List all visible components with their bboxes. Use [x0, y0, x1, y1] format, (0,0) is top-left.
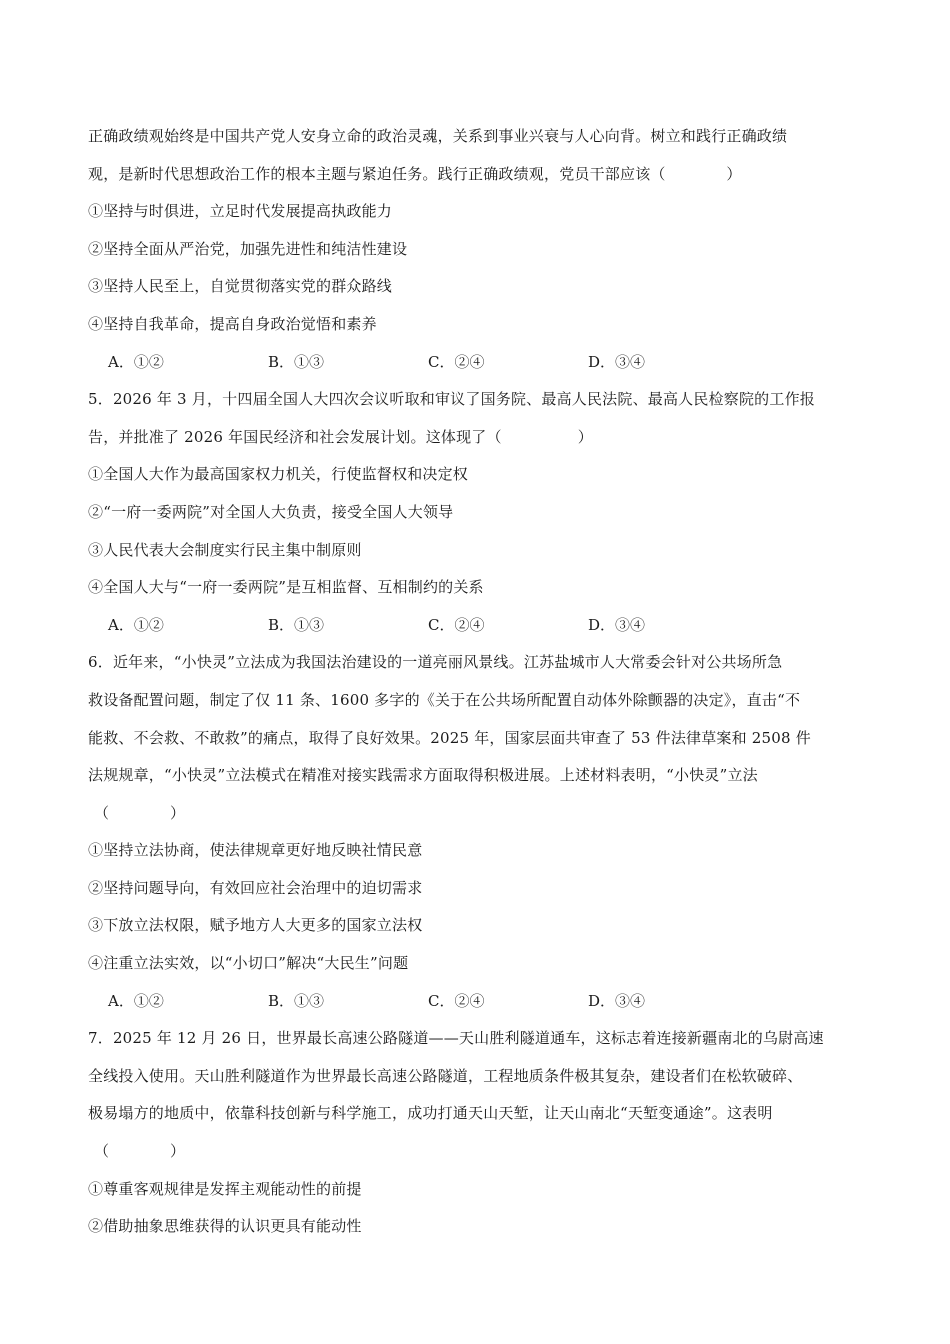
statement-item: ③下放立法权限，赋予地方人大更多的国家立法权 [88, 916, 423, 935]
option-a: A．①② [108, 352, 164, 371]
statement-item: ②坚持全面从严治党，加强先进性和纯洁性建设 [88, 239, 408, 258]
answer-options [88, 983, 868, 1021]
option-c: C．②④ [428, 615, 485, 634]
question-stem-line: 极易塌方的地质中，依靠科技创新与科学施工，成功打通天山天堑，让天山南北“天堑变通途”。这表明 [88, 1104, 773, 1123]
statement-item: ③人民代表大会制度实行民主集中制原则 [88, 540, 362, 559]
statement-item: ②“一府一委两院”对全国人大负责，接受全国人大领导 [88, 502, 454, 521]
question-stem-line: 观，是新时代思想政治工作的根本主题与紧迫任务。践行正确政绩观，党员干部应该（ ） [88, 164, 742, 183]
question-6 [88, 644, 868, 1020]
exam-page [88, 118, 868, 1246]
question-stem-line: 5．2026 年 3 月，十四届全国人大四次会议听取和审议了国务院、最高人民法院、最高人民检察院的工作报 [88, 390, 815, 409]
statement-item: ①全国人大作为最高国家权力机关，行使监督权和决定权 [88, 465, 469, 484]
answer-blank: （ ） [94, 1142, 186, 1161]
question-stem-line: 能救、不会救、不敢救”的痛点，取得了良好效果。2025 年，国家层面共审查了 53 件法律草案和 2508 件 [88, 728, 811, 747]
question-stem-line: 法规规章，“小快灵”立法模式在精准对接实践需求方面取得积极进展。上述材料表明，“小快灵”立法 [88, 766, 758, 785]
statement-item: ①尊重客观规律是发挥主观能动性的前提 [88, 1179, 362, 1198]
statement-item: ④全国人大与“一府一委两院”是互相监督、互相制约的关系 [88, 578, 484, 597]
question-stem-line: 全线投入使用。天山胜利隧道作为世界最长高速公路隧道，工程地质条件极其复杂，建设者们在松软破碎、 [88, 1066, 803, 1085]
question-stem-line: 告，并批准了 2026 年国民经济和社会发展计划。这体现了（ ） [88, 427, 593, 446]
statement-item: ②借助抽象思维获得的认识更具有能动性 [88, 1217, 362, 1236]
statement-item: ②坚持问题导向，有效回应社会治理中的迫切需求 [88, 878, 423, 897]
option-b: B．①③ [268, 991, 325, 1010]
question-stem-line: 正确政绩观始终是中国共产党人安身立命的政治灵魂，关系到事业兴衰与人心向背。树立和践行正确政绩 [88, 127, 788, 145]
option-d: D．③④ [588, 991, 646, 1010]
statement-item: ③坚持人民至上，自觉贯彻落实党的群众路线 [88, 277, 393, 296]
statement-item: ④注重立法实效，以“小切口”解决“大民生”问题 [88, 954, 409, 973]
question-5 [88, 381, 868, 644]
option-a: A．①② [108, 991, 164, 1010]
option-c: C．②④ [428, 991, 485, 1010]
option-d: D．③④ [588, 615, 646, 634]
question-stem-line: 救设备配置问题，制定了仅 11 条、1600 多字的《关于在公共场所配置自动体外除颤器的决定》，直击“不 [88, 690, 801, 709]
option-c: C．②④ [428, 352, 485, 371]
answer-options [88, 607, 868, 645]
option-b: B．①③ [268, 615, 325, 634]
option-a: A．①② [108, 615, 164, 634]
question-stem-line: 6．近年来，“小快灵”立法成为我国法治建设的一道亮丽风景线。江苏盐城市人大常委会针对公共场所急 [88, 653, 783, 672]
option-b: B．①③ [268, 352, 325, 371]
statement-item: ①坚持立法协商，使法律规章更好地反映社情民意 [88, 841, 423, 860]
answer-options [88, 344, 868, 382]
statement-item: ①坚持与时俱进，立足时代发展提高执政能力 [88, 202, 393, 221]
option-d: D．③④ [588, 352, 646, 371]
statement-item: ④坚持自我革命，提高自身政治觉悟和素养 [88, 314, 377, 333]
question-4 [88, 118, 868, 381]
answer-blank: （ ） [94, 803, 186, 822]
question-7 [88, 1020, 868, 1246]
question-stem-line: 7．2025 年 12 月 26 日，世界最长高速公路隧道——天山胜利隧道通车，这标志着连接新疆南北的乌尉高速 [88, 1029, 824, 1048]
